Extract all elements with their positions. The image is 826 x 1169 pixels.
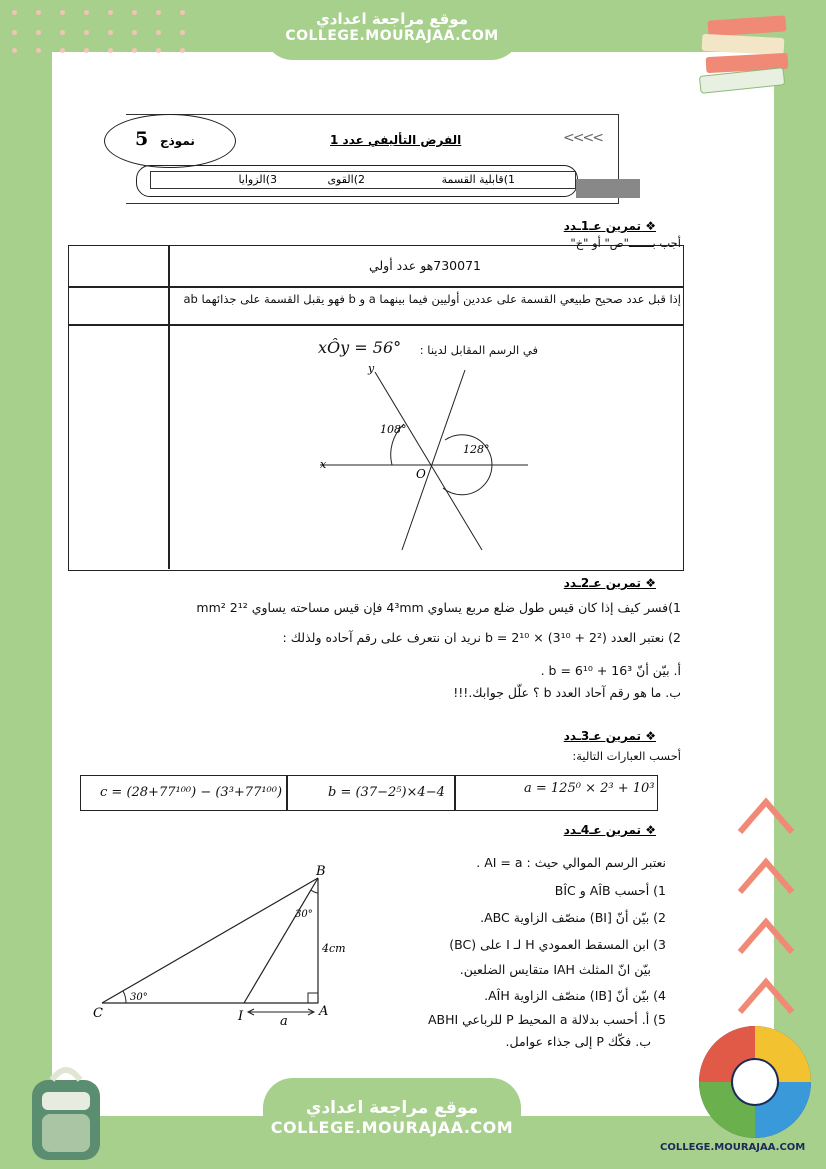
ex1-angle-figure	[300, 360, 540, 560]
ex4-line-1: 1) أحسب AÎB و BÎC	[554, 883, 666, 898]
ex1-title: ❖ تمرين عـ1ـدد	[563, 219, 656, 233]
ex1-q3-math: xÔy = 56°	[318, 338, 402, 357]
ex1-row-line	[68, 286, 684, 288]
exam-title: الفرض التأليفي عدد 1	[330, 133, 462, 147]
label-x: x	[320, 458, 327, 471]
ex1-q2: إذا قبل عدد صحيح طبيعي القسمة على عددين أوليين فيما بينهما a و b فهو يقبل القسمة على جذائهما ab	[183, 292, 681, 306]
label-128: 128°	[463, 443, 490, 456]
ex4-line-0: نعتبر الرسم الموالي حيث : AI = a .	[476, 855, 666, 870]
ex2-q2: 2) نعتبر العدد b = 2¹⁰ × (3¹⁰ + 2²) نريد ان نتعرف على رقم آحاده ولذلك :	[282, 630, 681, 645]
site-url[interactable]: COLLEGE.MOURAJAA.COM	[285, 28, 499, 44]
ex1-title-text: تمرين عـ1ـدد	[563, 219, 642, 233]
label-108: 108°	[380, 423, 407, 436]
ex4-title-text: تمرين عـ4ـدد	[563, 823, 642, 837]
label-A: A	[319, 1004, 329, 1019]
label-a: a	[280, 1014, 288, 1029]
ex4-line-4: بيّن انّ المثلث IAH متقايس الضلعين.	[459, 962, 651, 977]
books-icon	[690, 12, 802, 94]
ex3-instruction: أحسب العبارات التالية:	[572, 749, 681, 763]
ex3-divider	[454, 775, 456, 811]
ex4-line-6: 5) أ. أحسب بدلالة a المحيط P للرباعي ABHI	[427, 1012, 666, 1027]
ex4-triangle-figure	[90, 860, 360, 1030]
ex2-title: ❖ تمرين عـ2ـدد	[563, 576, 656, 590]
ex2-qb: ب. ما هو رقم آحاد العدد b ؟ علّل جوابك.!!!	[453, 685, 681, 700]
line-oblique	[402, 370, 465, 550]
topic-2: 2)القوى	[327, 173, 365, 186]
chevrons-decoration	[736, 792, 796, 1032]
ex1-q3-text: في الرسم المقابل لدينا :	[419, 343, 538, 357]
chevron-up-icon	[740, 862, 792, 892]
label-angle-b: 30°	[295, 909, 313, 920]
decorative-dots	[8, 6, 198, 56]
right-angle-mark	[308, 993, 318, 1003]
ex3-title-text: تمرين عـ3ـدد	[563, 729, 642, 743]
ex1-row-line	[68, 324, 684, 326]
topic-3: 3)الزوايا	[238, 173, 277, 186]
chevron-up-icon	[740, 802, 792, 832]
header-grey-bar	[576, 179, 640, 198]
label-angle-c: 30°	[130, 992, 148, 1003]
site-name-ar: موقع مراجعة اعدادي	[316, 10, 468, 28]
label-I: I	[238, 1009, 244, 1024]
ex2-qa: أ. بيّن أنّ b = 6¹⁰ + 16³ .	[540, 663, 681, 678]
logo-url[interactable]: COLLEGE.MOURAJAA.COM	[660, 1142, 806, 1153]
arc-c	[123, 991, 126, 1003]
site-banner-top[interactable]	[263, 0, 521, 60]
label-y: y	[368, 362, 375, 375]
ex4-title: ❖ تمرين عـ4ـدد	[563, 823, 656, 837]
ex3-expr-b: b = (37−2⁵)×4−4	[328, 785, 445, 800]
chevron-up-icon	[740, 922, 792, 952]
ex1-q1: 730071هو عدد أولي	[368, 258, 481, 273]
ex1-instruction: أجب بـــــــ"ص" أو "خ"	[570, 236, 681, 250]
topics-box	[150, 171, 576, 189]
ex3-divider	[286, 775, 288, 811]
ex4-line-2: 2) بيّن أنّ [BI) منصّف الزاوية ABC.	[480, 910, 666, 925]
ex3-expr-a: a = 125⁰ × 2³ + 10³	[524, 781, 655, 796]
ex3-title: ❖ تمرين عـ3ـدد	[563, 729, 656, 743]
label-4cm: 4cm	[322, 942, 346, 955]
site-url-bottom[interactable]: COLLEGE.MOURAJAA.COM	[270, 1118, 514, 1137]
arc-b	[311, 890, 318, 893]
ex4-line-3: 3) ابن المسقط العمودي H لـ I على (BC)	[449, 937, 666, 952]
ex1-table-divider	[168, 245, 170, 569]
topic-1: 1)قابلية القسمة	[441, 173, 515, 186]
model-label: نموذج	[160, 134, 195, 148]
ex2-q1: 1)فسر كيف إذا كان قيس طول ضلع مربع يساوي 4³mm فإن قيس مساحته يساوي 2¹² mm²	[196, 600, 681, 615]
chevron-up-icon	[740, 982, 792, 1012]
backpack-icon	[14, 1058, 114, 1166]
ex4-line-5: 4) بيّن أنّ [IB) منصّف الزاوية AÎH.	[484, 988, 666, 1003]
label-C: C	[93, 1006, 103, 1021]
ex3-expr-c: c = (28+77¹⁰⁰) − (3³+77¹⁰⁰)	[100, 785, 283, 800]
segment-bi	[244, 878, 318, 1003]
school-logo-icon: <<<<	[563, 130, 602, 146]
ex4-line-7: ب. فكّك P إلى جذاء عوامل.	[505, 1034, 651, 1049]
label-B: B	[316, 864, 326, 879]
ex2-title-text: تمرين عـ2ـدد	[563, 576, 642, 590]
site-banner-bottom[interactable]	[263, 1078, 521, 1169]
label-o: O	[416, 467, 426, 481]
site-name-ar-bottom: موقع مراجعة اعدادي	[305, 1098, 479, 1118]
college-logo-icon	[696, 1024, 814, 1140]
model-number: 5	[135, 128, 149, 150]
side-cb	[102, 878, 318, 1003]
